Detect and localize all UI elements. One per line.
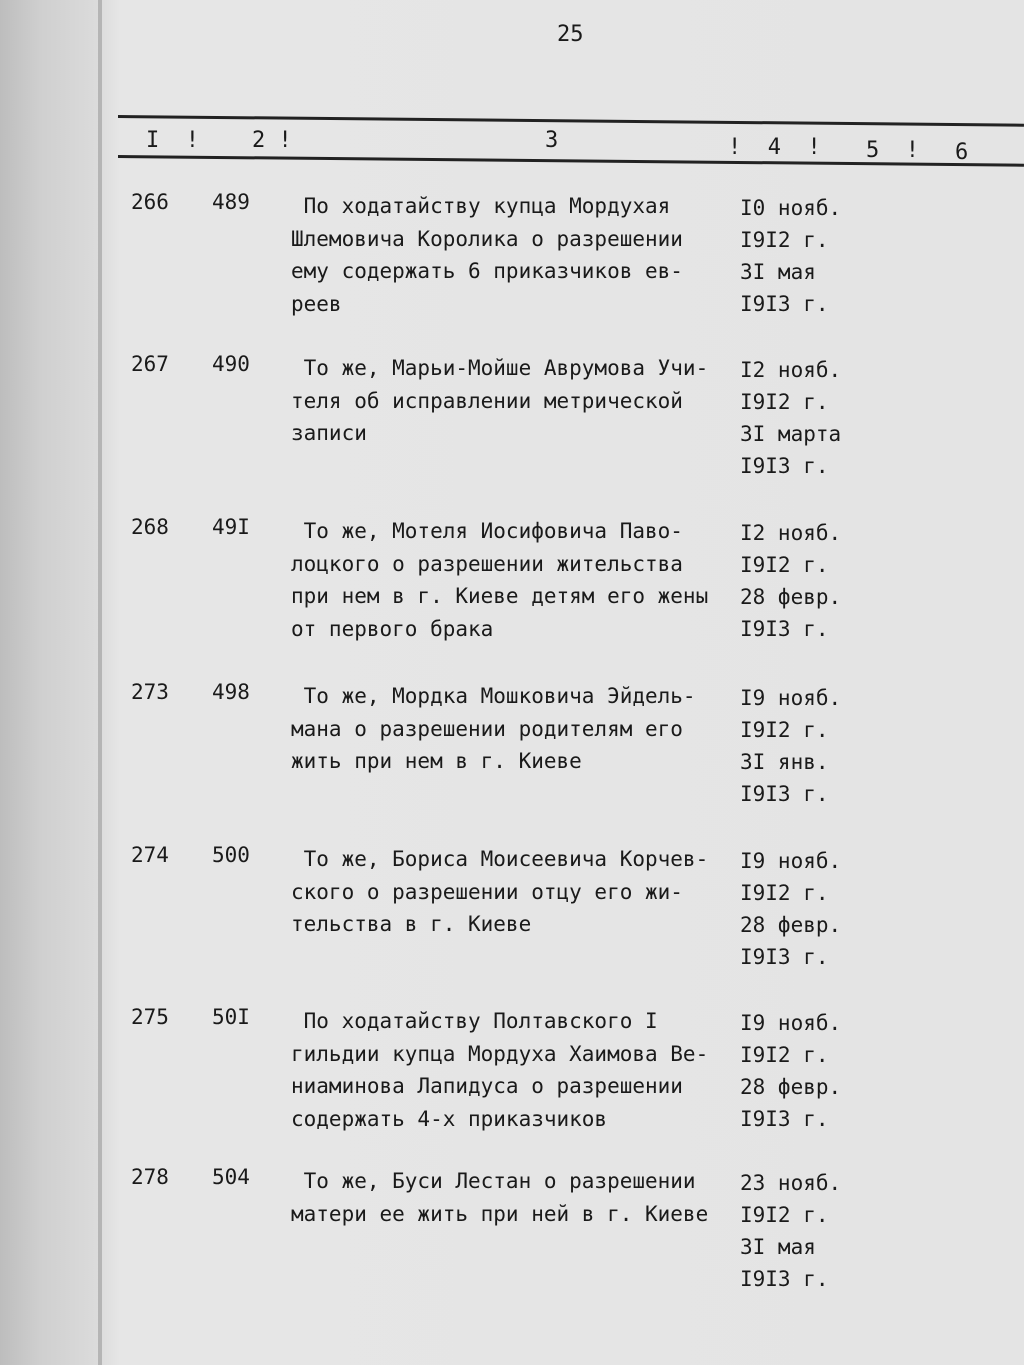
description-line: записи	[291, 421, 367, 445]
case-number: 49I	[212, 515, 250, 539]
date-line: I9I3 г.	[740, 617, 829, 641]
row-number: 266	[131, 190, 169, 214]
header-col6: 6	[955, 140, 969, 165]
row-dates	[740, 1167, 860, 1295]
description-line: По ходатайству Полтавского I	[291, 1009, 658, 1033]
row-number: 274	[131, 843, 169, 867]
page-number: 25	[557, 22, 584, 47]
description-line: при нем в г. Киеве детям его жены	[291, 584, 709, 608]
date-line: 28 февр.	[740, 1075, 842, 1099]
case-number: 504	[212, 1165, 250, 1189]
description-line: То же, Мотеля Иосифовича Паво-	[291, 519, 683, 543]
description-line: То же, Буси Лестан о разрешении	[291, 1169, 696, 1193]
date-line: I9I3 г.	[740, 1267, 829, 1291]
description-line: То же, Мордка Мошковича Эйдель-	[291, 684, 696, 708]
row-description	[291, 190, 741, 320]
date-line: I9 нояб.	[740, 686, 842, 710]
date-line: I9I3 г.	[740, 1107, 829, 1131]
date-line: I9I2 г.	[740, 718, 829, 742]
date-line: 3I мая	[740, 260, 816, 284]
row-description	[291, 352, 741, 450]
description-line: теля об исправлении метрической	[291, 388, 683, 413]
row-dates	[740, 845, 860, 973]
row-dates	[740, 682, 860, 810]
date-line: I2 нояб.	[740, 358, 842, 382]
case-number: 490	[212, 352, 250, 376]
date-line: I9I2 г.	[740, 1203, 829, 1227]
description-line: Шлемовича Королика о разрешении	[291, 226, 683, 251]
header-col3: 3	[545, 128, 559, 153]
row-number: 267	[131, 352, 169, 376]
date-line: 3I мая	[740, 1235, 816, 1259]
row-dates	[740, 192, 860, 320]
row-description	[291, 1165, 741, 1230]
case-number: 500	[212, 843, 250, 867]
date-line: 28 февр.	[740, 913, 842, 937]
description-line: тельства в г. Киеве	[291, 912, 532, 936]
description-line: ниаминова Лапидуса о разрешении	[291, 1074, 683, 1098]
date-line: I9I2 г.	[740, 228, 829, 252]
header-col4: ! 4 !	[728, 135, 821, 160]
case-number: 489	[212, 190, 250, 214]
description-line: жить при нем в г. Киеве	[291, 749, 582, 773]
row-description	[291, 1005, 741, 1135]
description-line: от первого брака	[291, 616, 494, 641]
date-line: I9I2 г.	[740, 553, 829, 577]
row-number: 278	[131, 1165, 169, 1189]
row-description	[291, 843, 741, 941]
description-line: По ходатайству купца Мордухая	[291, 194, 671, 218]
header-col2: 2 !	[252, 128, 292, 153]
description-line: лоцкого о разрешении жительства	[291, 551, 683, 576]
date-line: I9I3 г.	[740, 945, 829, 969]
date-line: 28 февр.	[740, 585, 842, 609]
date-line: 3I марта	[740, 422, 842, 446]
row-number: 275	[131, 1005, 169, 1029]
row-dates	[740, 517, 860, 645]
row-number: 273	[131, 680, 169, 704]
case-number: 50I	[212, 1005, 250, 1029]
description-line: ского о разрешении отцу его жи-	[291, 879, 683, 904]
description-line: То же, Бориса Моисеевича Корчев-	[291, 847, 709, 871]
date-line: I9 нояб.	[740, 849, 842, 873]
date-line: I9I2 г.	[740, 1043, 829, 1067]
row-number: 268	[131, 515, 169, 539]
description-line: ему содержать 6 приказчиков ев-	[291, 259, 683, 283]
row-description	[291, 515, 741, 645]
date-line: I0 нояб.	[740, 196, 842, 220]
date-line: I2 нояб.	[740, 521, 842, 545]
header-col1: I !	[146, 128, 199, 153]
description-line: матери ее жить при ней в г. Киеве	[291, 1201, 709, 1226]
date-line: I9I2 г.	[740, 881, 829, 905]
page-fold	[98, 0, 102, 1365]
header-col5: 5 !	[866, 138, 919, 163]
row-dates	[740, 1007, 860, 1135]
date-line: 3I янв.	[740, 750, 829, 774]
date-line: I9I3 г.	[740, 782, 829, 806]
date-line: I9I3 г.	[740, 292, 829, 316]
description-line: гильдии купца Мордуха Хаимова Ве-	[291, 1041, 709, 1066]
date-line: I9I3 г.	[740, 454, 829, 478]
date-line: I9I2 г.	[740, 390, 829, 414]
description-line: реев	[291, 291, 342, 316]
description-line: То же, Марьи-Мойше Аврумова Учи-	[291, 356, 709, 380]
description-line: содержать 4-х приказчиков	[291, 1106, 608, 1131]
row-description	[291, 680, 741, 778]
description-line: мана о разрешении родителям его	[291, 716, 683, 741]
case-number: 498	[212, 680, 250, 704]
table-top-rule	[118, 115, 1024, 127]
date-line: I9 нояб.	[740, 1011, 842, 1035]
date-line: 23 нояб.	[740, 1171, 842, 1195]
row-dates	[740, 354, 860, 482]
